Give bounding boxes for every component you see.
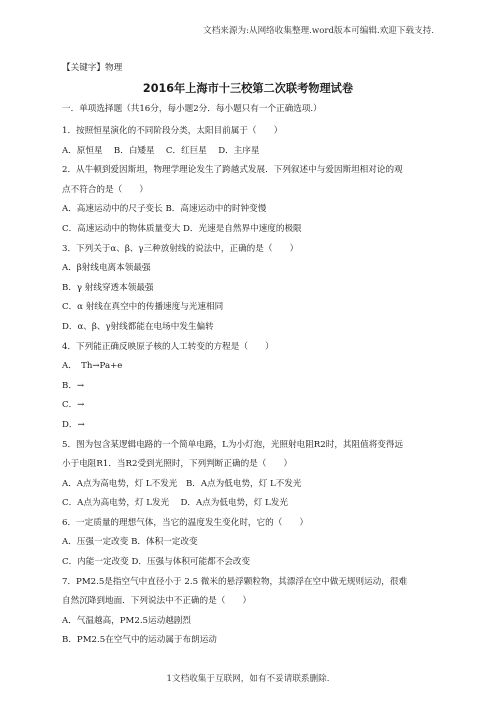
question-line: 4．下列能正确反映原子核的人工转变的方程是（ ） bbox=[62, 341, 274, 352]
question-line: C．A点为高电势，灯 L发光 D．A点为低电势，灯 L发光 bbox=[62, 498, 288, 509]
question-line: 自然沉降到地面．下列说法中不正确的是（ ） bbox=[62, 596, 252, 607]
question-line: 小于电阻R1．当R2受到光照时，下列判断正确的是（ ） bbox=[62, 459, 293, 470]
question-line: 2．从牛顿到爱因斯坦，物理学理论发生了跨越式发展．下列叙述中与爱因斯坦相对论的观 bbox=[62, 165, 403, 176]
header-note: 文档来源为:从网络收集整理.word版本可编辑.欢迎下载支持. bbox=[203, 26, 434, 36]
question-line: C．→ bbox=[62, 400, 85, 411]
question-line: A．气温越高，PM2.5运动越剧烈 bbox=[62, 615, 191, 626]
question-line: C．高速运动中的物体质量变大 D．光速是自然界中速度的极限 bbox=[62, 223, 302, 234]
question-line: C．内能一定改变 D．压强与体积可能都不会改变 bbox=[62, 557, 251, 568]
question-line: 1．按照恒星演化的不同阶段分类，太阳目前属于（ ） bbox=[62, 126, 283, 136]
question-line: B．→ bbox=[62, 380, 85, 391]
question-line: 点不符合的是（ ） bbox=[62, 184, 148, 195]
question-line: C．α 射线在真空中的传播速度与光速相同 bbox=[62, 302, 224, 313]
question-line: 7．PM2.5是指空气中直径小于 2.5 微米的悬浮颗粒物，其漂浮在空中做无规则运动，很难 bbox=[62, 576, 408, 587]
question-line: A．压强一定改变 B．体积一定改变 bbox=[62, 537, 198, 548]
question-line: 5．图为包含某逻辑电路的一个简单电路，L为小灯泡，光照射电阻R2时，其阻值将变得远 bbox=[62, 439, 404, 450]
question-line: 3．下列关于α、β、γ三种放射线的说法中，正确的是（ ） bbox=[62, 243, 299, 254]
keyword-label: 【关键字】物理 bbox=[62, 63, 123, 73]
question-line: A．A点为高电势，灯 L不发光 B．A点为低电势，灯 L不发光 bbox=[62, 478, 302, 489]
question-line: D．→ bbox=[62, 419, 85, 430]
question-line: A．高速运动中的尺子变长 B．高速运动中的时钟变慢 bbox=[62, 204, 267, 215]
question-line: A．β射线电离本领最强 bbox=[62, 263, 151, 274]
question-line: A．原恒星 B．白矮星 C．红巨星 D．主序星 bbox=[62, 145, 260, 156]
footer-note: 1文档收集于互联网，如有不妥请联系删除. bbox=[166, 674, 330, 684]
page-title: 2016年上海市十三校第二次联考物理试卷 bbox=[142, 82, 354, 95]
question-line: D．α、β、γ射线都能在电场中发生偏转 bbox=[62, 321, 214, 332]
question-list bbox=[62, 122, 434, 651]
question-line: 6．一定质量的理想气体，当它的温度发生变化时，它的（ ） bbox=[62, 517, 309, 528]
question-line: A． Th→Pa+e bbox=[62, 361, 123, 372]
section-heading: 一．单项选择题（共16分，每小题2分．每小题只有一个正确选项.） bbox=[62, 104, 322, 114]
question-line: B．γ 射线穿透本领最强 bbox=[62, 282, 154, 293]
question-line: B．PM2.5在空气中的运动属于布朗运动 bbox=[62, 635, 217, 646]
